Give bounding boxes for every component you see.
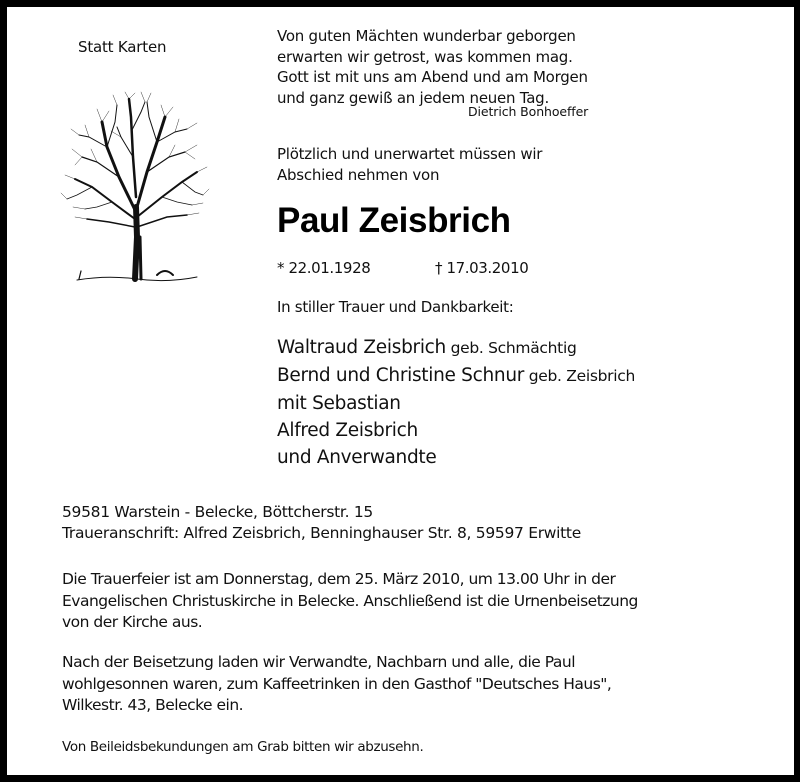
residence-address: 59581 Warstein - Belecke, Böttcherstr. 15 <box>62 503 373 521</box>
deceased-name: Paul Zeisbrich <box>277 201 511 240</box>
bare-tree-icon <box>57 87 217 287</box>
mourner-name: Bernd und Christine Schnur <box>277 365 525 386</box>
poem <box>277 26 588 108</box>
mourning-heading: In stiller Trauer und Dankbarkeit: <box>277 298 514 316</box>
mourner-maiden-name: geb. Schmächtig <box>445 339 577 357</box>
intro-line: Abschied nehmen von <box>277 165 440 184</box>
mourner-row <box>277 362 635 390</box>
invitation-info <box>62 652 611 717</box>
invitation-line: Wilkestr. 43, Belecke ein. <box>62 696 244 714</box>
ceremony-line: Die Trauerfeier ist am Donnerstag, dem 25. März 2010, um 13.00 Uhr in der <box>62 570 616 588</box>
obituary-notice <box>7 7 794 775</box>
poem-line: erwarten wir getrost, was kommen mag. <box>277 47 573 66</box>
poem-line: und ganz gewiß an jedem neuen Tag. <box>277 88 549 107</box>
intro-line: Plötzlich und unerwartet müssen wir <box>277 145 543 163</box>
poem-author: Dietrich Bonhoeffer <box>468 104 589 119</box>
statt-karten-label: Statt Karten <box>78 38 167 56</box>
mourner-row <box>277 390 635 417</box>
intro-text <box>277 144 542 185</box>
ceremony-line: Evangelischen Christuskirche in Belecke. Anschließend ist die Urnenbeisetzung <box>62 591 638 610</box>
mourner-row <box>277 417 635 444</box>
ceremony-line: von der Kirche aus. <box>62 613 203 631</box>
mourners-list <box>277 334 635 471</box>
mourning-address: Traueranschrift: Alfred Zeisbrich, Benninghauser Str. 8, 59597 Erwitte <box>62 524 581 542</box>
poem-line: Gott ist mit uns am Abend und am Morgen <box>277 68 588 86</box>
mourner-name: mit Sebastian <box>277 393 401 414</box>
death-date: † 17.03.2010 <box>435 259 529 277</box>
invitation-line: Nach der Beisetzung laden wir Verwandte, Nachbarn und alle, die Paul <box>62 653 576 671</box>
birth-date: * 22.01.1928 <box>277 259 371 277</box>
mourner-maiden-name: geb. Zeisbrich <box>524 367 635 385</box>
mourner-row <box>277 334 635 362</box>
poem-line: Von guten Mächten wunderbar geborgen <box>277 27 576 45</box>
mourner-name: Waltraud Zeisbrich <box>277 337 446 358</box>
mourner-name: Alfred Zeisbrich <box>277 420 418 441</box>
invitation-line: wohlgesonnen waren, zum Kaffeetrinken in den Gasthof "Deutsches Haus", <box>62 674 612 693</box>
mourner-name: und Anverwandte <box>277 447 437 468</box>
ceremony-info <box>62 569 638 634</box>
address-block <box>62 502 581 544</box>
condolence-note: Von Beileidsbekundungen am Grab bitten wir abzusehn. <box>62 739 424 755</box>
mourner-row <box>277 444 635 471</box>
